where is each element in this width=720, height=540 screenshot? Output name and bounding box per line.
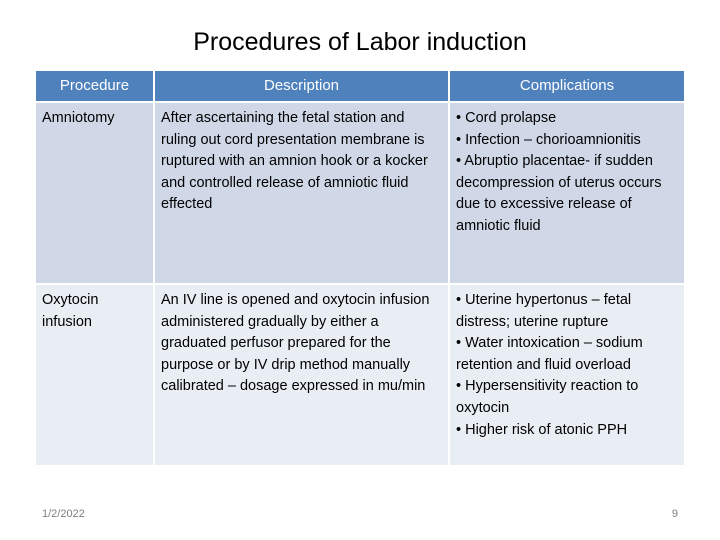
table-row bbox=[36, 103, 684, 285]
complication-item: • Water intoxication – sodium retention and fluid overload bbox=[456, 335, 643, 373]
header-description: Description bbox=[155, 71, 450, 101]
table-row bbox=[36, 285, 684, 467]
description-cell: An IV line is opened and oxytocin infusion administered gradually by either a graduated perfusor prepared for the purpose or by IV drip method manually calibrated – dosage expressed in mu/min bbox=[155, 285, 450, 465]
page-number: 9 bbox=[671, 508, 678, 520]
procedures-table bbox=[36, 71, 684, 467]
complication-item: • Infection – chorioamnionitis bbox=[456, 131, 641, 148]
header-procedure: Procedure bbox=[36, 71, 155, 101]
complication-item: • Abruptio placentae- if sudden decompression of uterus occurs due to excessive release of amniotic fluid bbox=[456, 153, 662, 234]
procedure-cell: Amniotomy bbox=[36, 103, 155, 283]
procedure-cell: Oxytocin infusion bbox=[36, 285, 155, 465]
description-cell: After ascertaining the fetal station and ruling out cord presentation membrane is ruptured with an amnion hook or a kocker and controlled release of amniotic fluid effected bbox=[155, 103, 450, 283]
header-complications: Complications bbox=[450, 71, 684, 101]
complication-item: • Hypersensitivity reaction to oxytocin bbox=[456, 378, 639, 416]
footer-date: 1/2/2022 bbox=[42, 508, 85, 520]
complication-item: • Uterine hypertonus – fetal distress; uterine rupture bbox=[456, 292, 632, 330]
table-header-row bbox=[36, 71, 684, 103]
complications-cell bbox=[450, 103, 684, 283]
slide-title: Procedures of Labor induction bbox=[193, 28, 527, 56]
complications-cell bbox=[450, 285, 684, 465]
complication-item: • Cord prolapse bbox=[456, 110, 557, 126]
complication-item: • Higher risk of atonic PPH bbox=[456, 421, 628, 438]
